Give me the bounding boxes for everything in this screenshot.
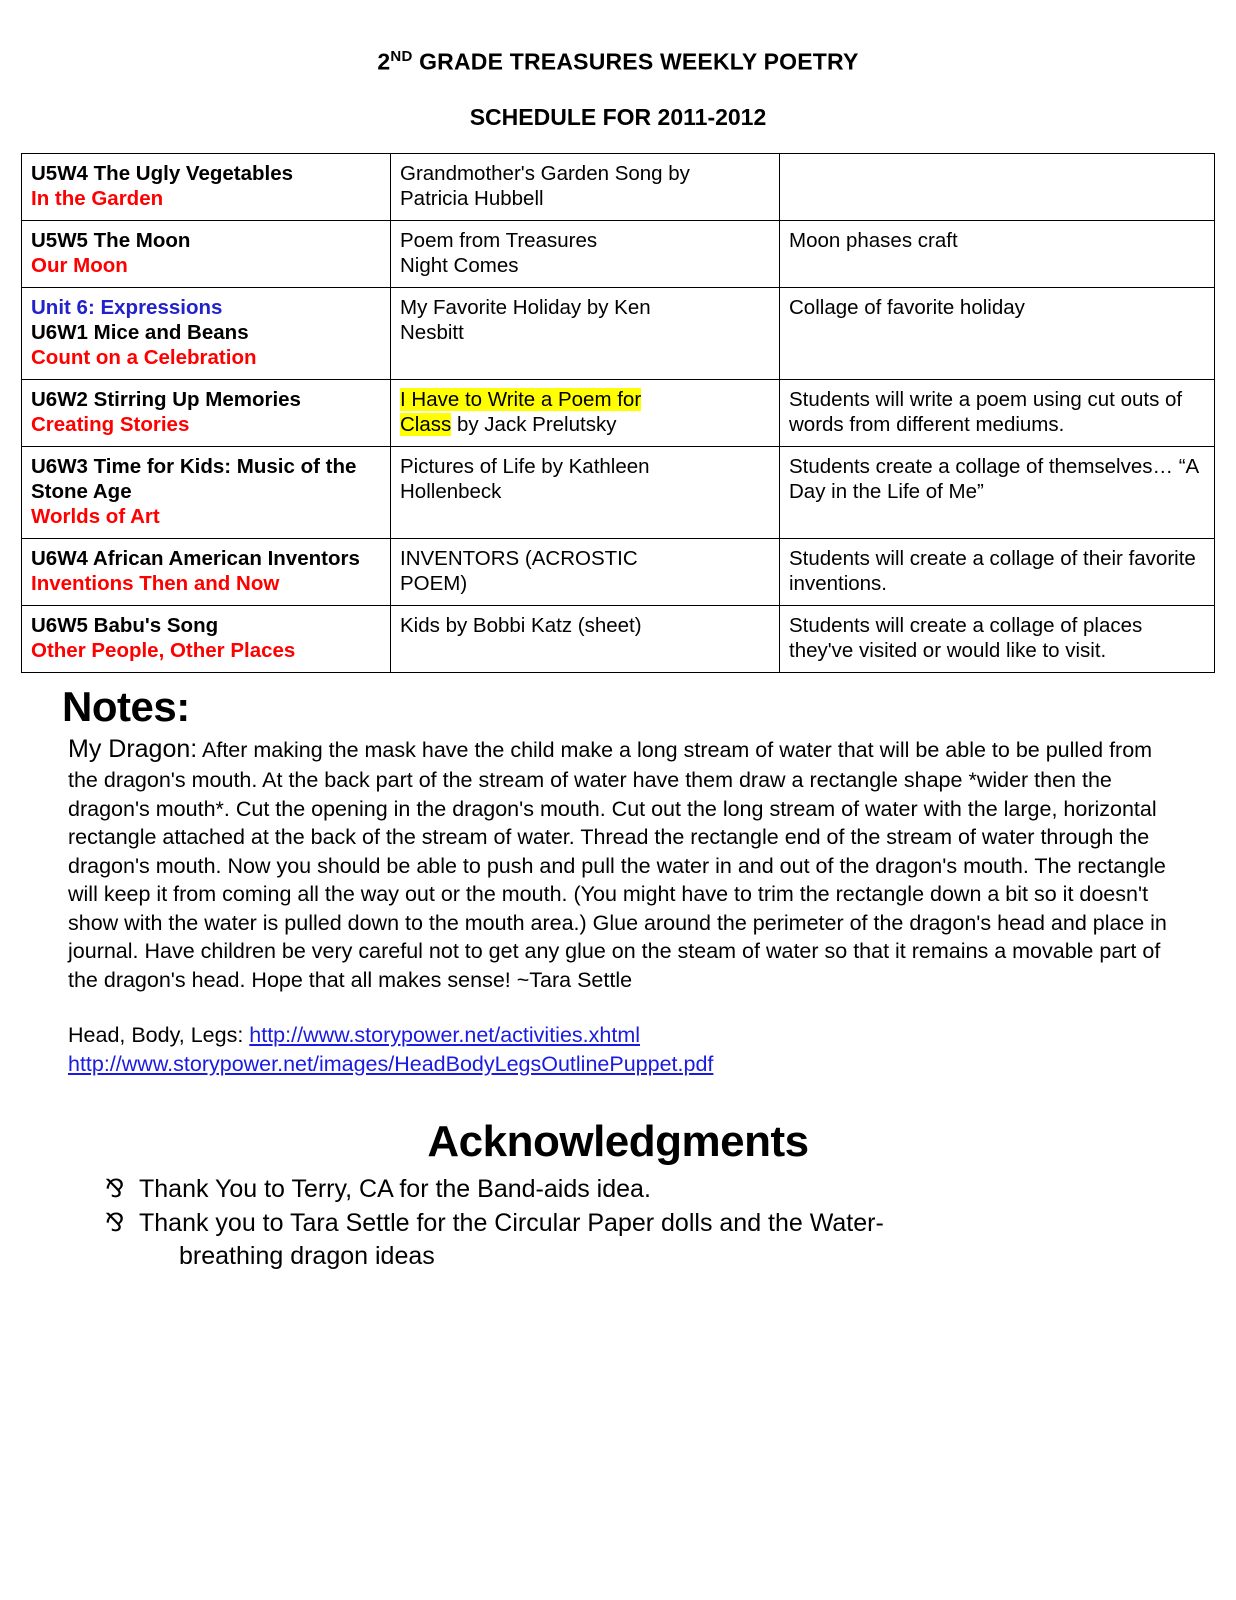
lesson-theme: Worlds of Art — [31, 504, 160, 528]
table-row — [22, 287, 1215, 379]
lesson-title: U6W1 Mice and Beans — [31, 320, 249, 344]
lesson-title: U6W3 Time for Kids: Music of the Stone Age — [31, 454, 357, 503]
lesson-theme: Our Moon — [31, 253, 128, 277]
poem-cell — [391, 446, 780, 538]
acknowledgment-text-line-1: Thank you to Tara Settle for the Circular Paper dolls and the Water- — [139, 1209, 884, 1238]
flourish-bullet-icon: ⅋ — [105, 1174, 125, 1203]
poem-author: by Jack Prelutsky — [451, 412, 617, 436]
lesson-theme: Inventions Then and Now — [31, 571, 280, 595]
lesson-cell — [22, 287, 391, 379]
poem-line-2: Patricia Hubbell — [400, 186, 544, 210]
poem-highlight-line-2: Class — [400, 412, 452, 436]
lesson-cell — [22, 153, 391, 220]
flourish-bullet-icon: ⅋ — [105, 1209, 125, 1238]
lesson-cell — [22, 220, 391, 287]
unit-label: Unit 6: Expressions — [31, 295, 223, 319]
page-title-prefix: 2 — [377, 48, 391, 75]
table-row — [22, 605, 1215, 672]
activity-cell — [780, 153, 1215, 220]
poem-line-2: POEM) — [400, 571, 468, 595]
poem-cell — [391, 379, 780, 446]
storypower-activities-link[interactable]: http://www.storypower.net/activities.xhtml — [249, 1022, 641, 1047]
activity-cell: Students create a collage of themselves… “A Day in the Life of Me” — [780, 446, 1215, 538]
lesson-title: U6W2 Stirring Up Memories — [31, 387, 301, 411]
lesson-cell — [22, 605, 391, 672]
acknowledgments-heading: Acknowledgments — [427, 1116, 809, 1166]
page-title-ordinal: ND — [390, 48, 413, 65]
activity-cell: Collage of favorite holiday — [780, 287, 1215, 379]
list-item — [105, 1173, 1236, 1206]
activity-cell: Moon phases craft — [780, 220, 1215, 287]
document-header — [0, 0, 1236, 131]
lesson-title: U6W5 Babu's Song — [31, 613, 219, 637]
poem-line-1: Pictures of Life by Kathleen — [400, 454, 650, 478]
links-label: Head, Body, Legs: — [68, 1022, 250, 1047]
poem-line-1: Poem from Treasures — [400, 228, 598, 252]
lesson-title: U5W4 The Ugly Vegetables — [31, 161, 294, 185]
lesson-cell — [22, 379, 391, 446]
page-title-rest: GRADE TREASURES WEEKLY POETRY — [412, 48, 859, 75]
poem-cell — [391, 220, 780, 287]
activity-cell: Students will write a poem using cut outs of words from different mediums. — [780, 379, 1215, 446]
activity-cell: Students will create a collage of places they've visited or would like to visit. — [780, 605, 1215, 672]
notes-body — [68, 733, 1174, 995]
resource-links — [68, 1021, 1174, 1079]
list-item — [105, 1207, 1236, 1272]
poem-cell — [391, 287, 780, 379]
lesson-theme: Count on a Celebration — [31, 345, 257, 369]
poem-line-1: INVENTORS (ACROSTIC — [400, 546, 638, 570]
poem-line-2: Nesbitt — [400, 320, 464, 344]
page-subtitle: SCHEDULE FOR 2011-2012 — [469, 103, 767, 130]
lesson-title: U5W5 The Moon — [31, 228, 191, 252]
poem-line-1: Kids by Bobbi Katz (sheet) — [400, 613, 642, 637]
poem-line-1: My Favorite Holiday by Ken — [400, 295, 651, 319]
poem-line-2: Night Comes — [400, 253, 519, 277]
lesson-theme: Creating Stories — [31, 412, 190, 436]
notes-heading: Notes: — [62, 682, 190, 730]
poem-line-1: Grandmother's Garden Song by — [400, 161, 690, 185]
activity-cell: Students will create a collage of their favorite inventions. — [780, 538, 1215, 605]
table-row — [22, 379, 1215, 446]
storypower-puppet-pdf-link[interactable]: http://www.storypower.net/images/HeadBodyLegsOutlinePuppet.pdf — [68, 1051, 714, 1076]
poem-cell — [391, 605, 780, 672]
table-row — [22, 538, 1215, 605]
acknowledgments-list — [105, 1173, 1236, 1273]
lesson-theme: Other People, Other Places — [31, 638, 296, 662]
acknowledgment-text: Thank You to Terry, CA for the Band-aids idea. — [139, 1174, 651, 1203]
acknowledgment-text — [139, 1207, 1099, 1272]
table-row — [22, 153, 1215, 220]
notes-text: After making the mask have the child make a long stream of water that will be able to be pulled from the dragon's mouth. At the back part of the stream of water have them draw a rectangle shape *wider then the dragon's mouth*. Cut the opening in the dragon's mouth. Cut out the long stream of water with the large, horizontal rectangle attached at the back of the stream of water. Thread the rectangle end of the stream of water through the dragon's mouth. Now you should be able to push and pull the water in and out of the dragon's mouth. The rectangle will keep it from coming all the way out or the mouth. (You might have to trim the rectangle down a bit so it doesn't show with the water is pulled down to the mouth area.) Glue around the perimeter of the dragon's head and place in journal. Have children be very careful not to get any glue on the steam of water so that it remains a movable part of the dragon's head. Hope that all makes sense! ~Tara Settle — [68, 737, 1167, 993]
table-row — [22, 446, 1215, 538]
poem-highlight-line-1: I Have to Write a Poem for — [400, 387, 642, 411]
page-title — [0, 48, 1236, 76]
poem-line-2: Hollenbeck — [400, 479, 502, 503]
acknowledgment-text-line-2: breathing dragon ideas — [179, 1241, 435, 1270]
lesson-theme: In the Garden — [31, 186, 164, 210]
poem-cell — [391, 153, 780, 220]
lesson-cell — [22, 538, 391, 605]
poetry-schedule-table — [21, 153, 1215, 673]
table-row — [22, 220, 1215, 287]
lesson-title: U6W4 African American Inventors — [31, 546, 360, 570]
notes-lead-label: My Dragon: — [68, 734, 198, 763]
lesson-cell — [22, 446, 391, 538]
poem-cell — [391, 538, 780, 605]
